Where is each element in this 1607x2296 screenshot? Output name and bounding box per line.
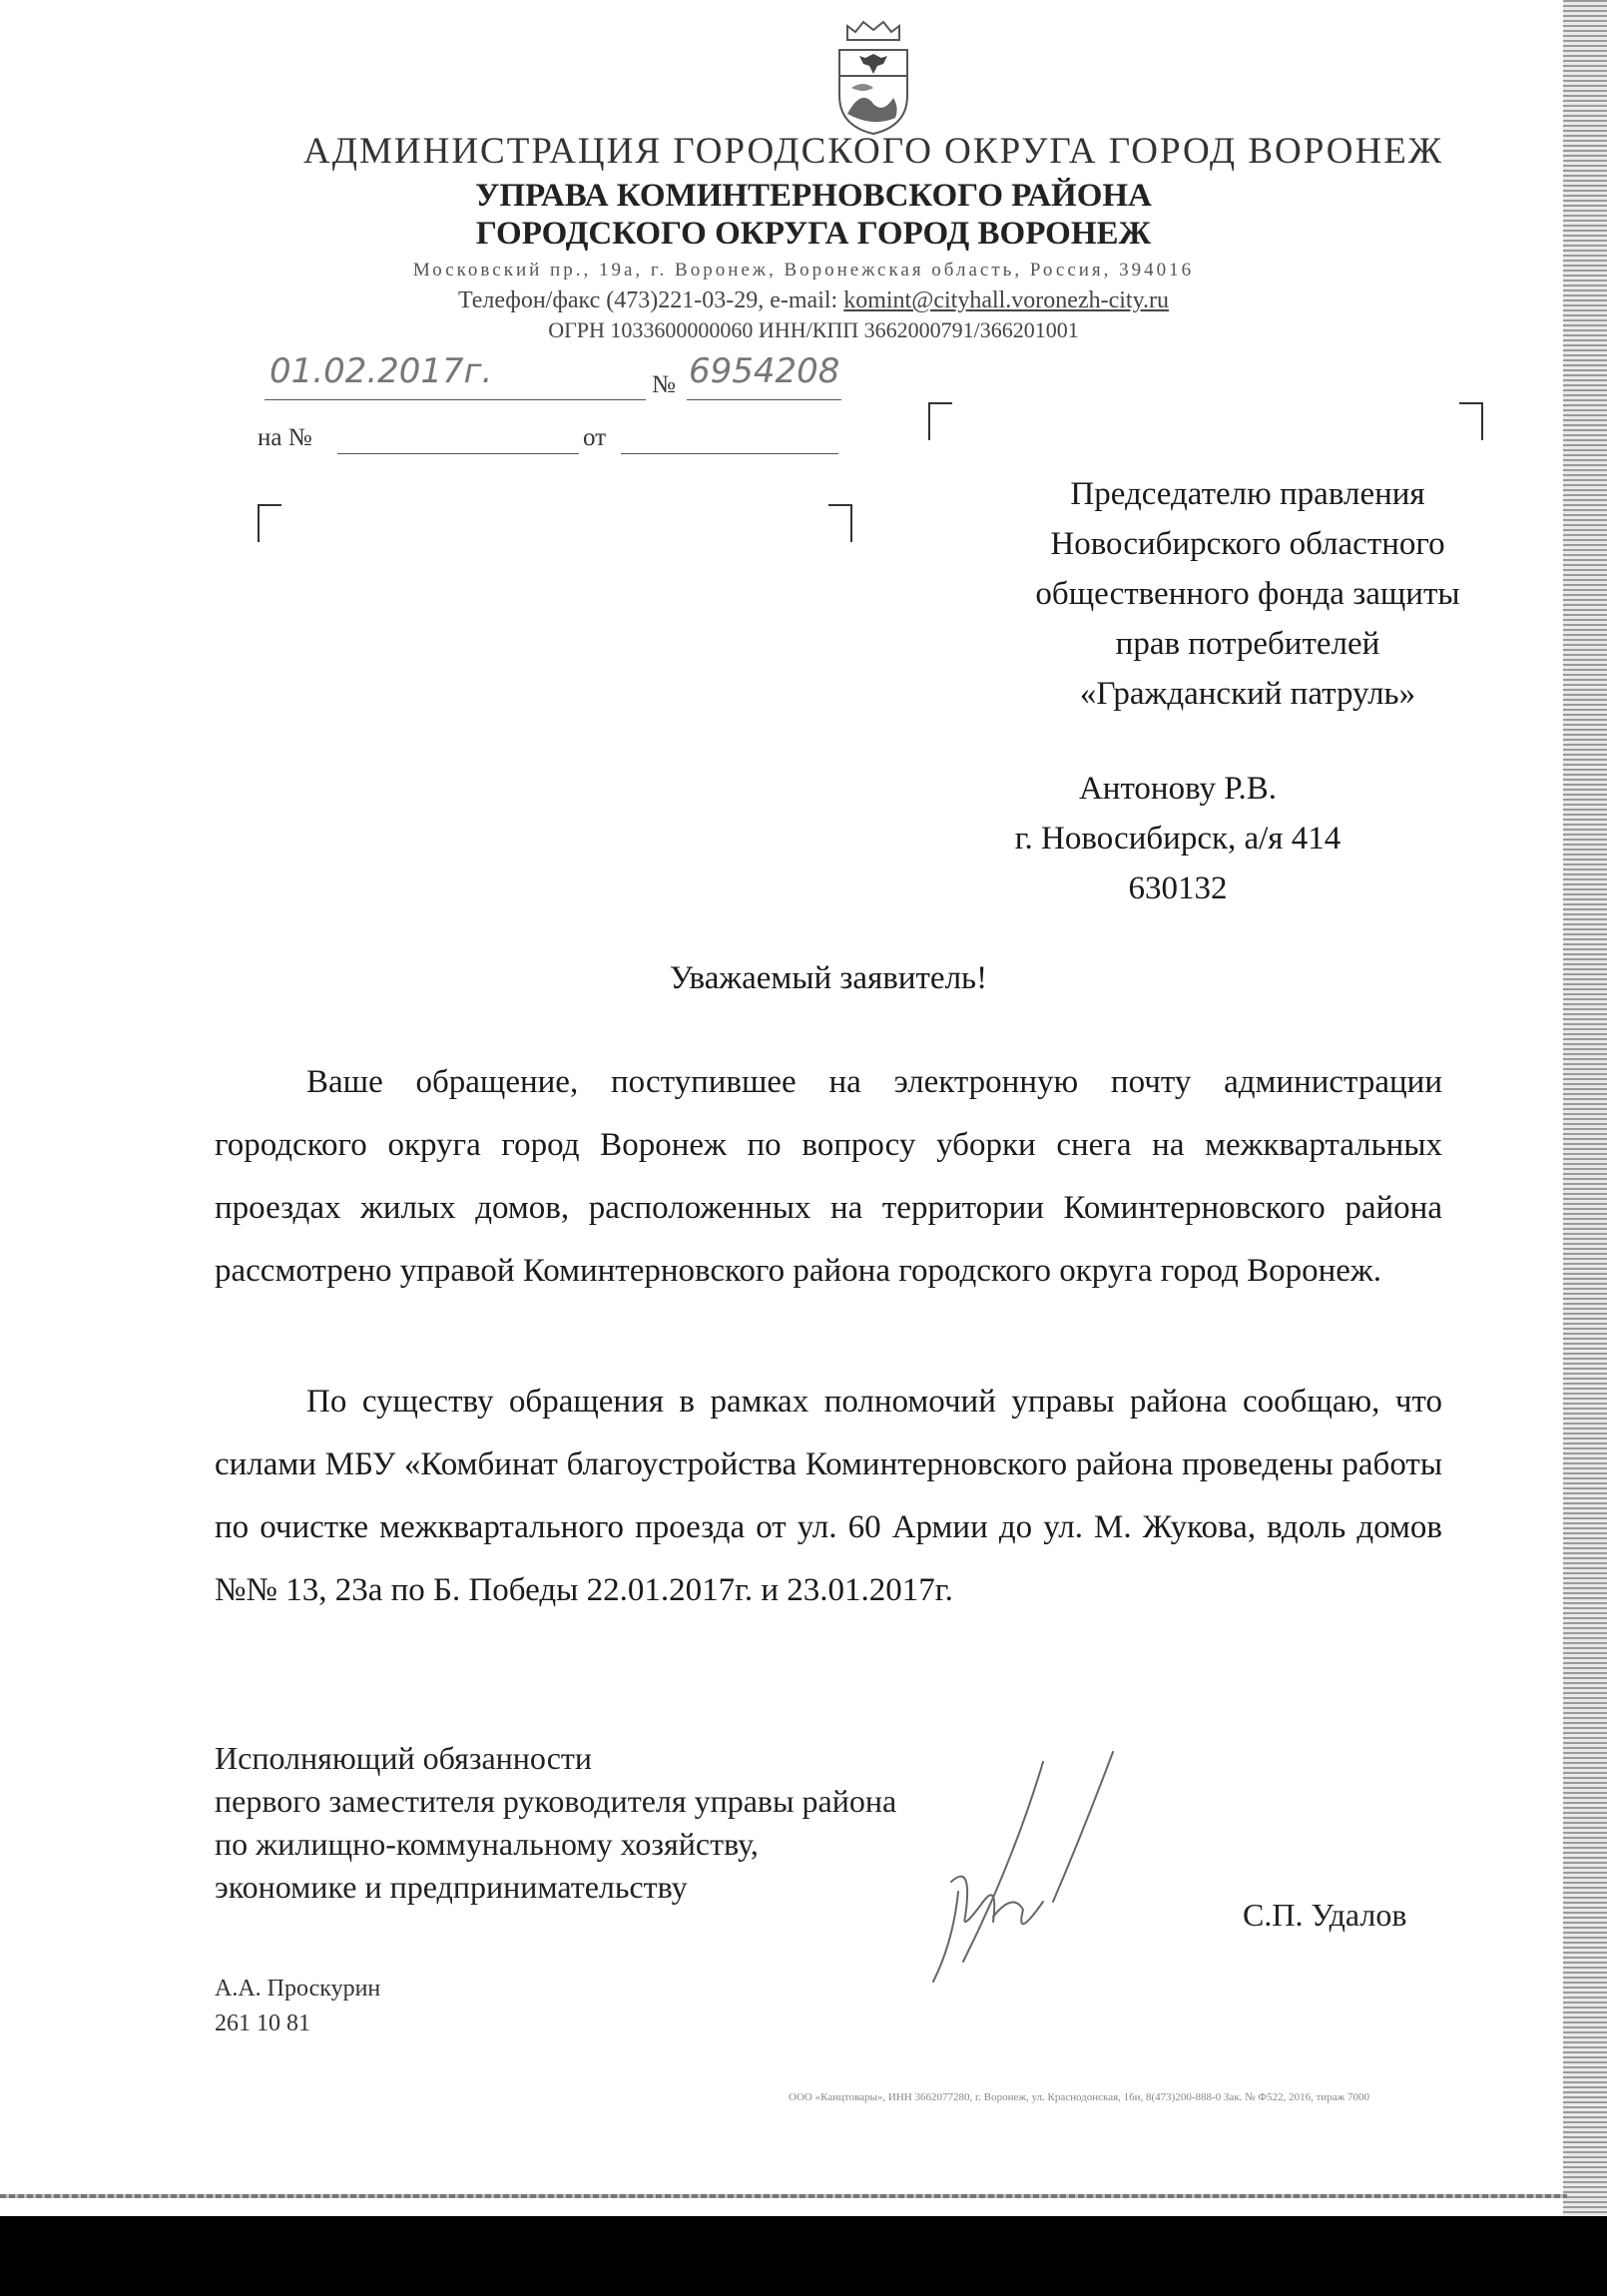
email-link[interactable]: komint@cityhall.voronezh-city.ru: [843, 287, 1170, 313]
addressee-block: [888, 469, 1607, 719]
uprava-title-line1: УПРАВА КОМИНТЕРНОВСКОГО РАЙОНА: [475, 178, 1152, 214]
handwritten-signature: [903, 1742, 1183, 2002]
scan-bottom-border: [0, 2216, 1607, 2296]
scan-bottom-line: [0, 2194, 1567, 2198]
printer-info: ООО «Канцтовары», ИНН 3662077280, г. Воронеж, ул. Краснодонская, 16и, 8(473)200-888-0 Зак. № Ф522, 2016, тираж 7000: [789, 2091, 1370, 2103]
executor-phone: 261 10 81: [215, 2010, 310, 2036]
corner-mark-right-open: [928, 402, 952, 440]
addressee-line: Новосибирского областного: [1050, 526, 1445, 562]
handwritten-number: 6954208: [689, 351, 840, 391]
signer-name: С.П. Удалов: [1243, 1897, 1407, 1933]
contact-line: [0, 287, 1607, 314]
coat-of-arms-icon: [833, 18, 913, 136]
addressee-line: Председателю правления: [1070, 476, 1425, 512]
corner-mark-right-close: [1459, 402, 1483, 440]
position-line: Исполняющий обязанности: [215, 1740, 593, 1776]
position-line: экономике и предпринимательству: [215, 1869, 688, 1905]
addressee-name: Антонову Р.В.: [1078, 771, 1278, 807]
ogrn-inn-kpp: ОГРН 1033600000060 ИНН/КПП 3662000791/366201001: [548, 317, 1079, 342]
signatory-position: [215, 1737, 896, 1909]
uprava-title-line2: ГОРОДСКОГО ОКРУГА ГОРОД ВОРОНЕЖ: [475, 216, 1152, 252]
addressee-line: «Гражданский патруль»: [1079, 676, 1416, 712]
position-line: по жилищно-коммунальному хозяйству,: [215, 1826, 759, 1862]
reference-number-line: [337, 453, 579, 454]
administration-title: АДМИНИСТРАЦИЯ ГОРОДСКОГО ОКРУГА ГОРОД ВОРОНЕЖ: [303, 131, 1443, 172]
outgoing-number-label: №: [652, 371, 676, 398]
body-paragraph-2: По существу обращения в рамках полномочий управы района сообщаю, что силами МБУ «Комбинат благоустройства Коминтерновского района проведены работы по очистке межквартального проезда от ул. 60 Армии до ул. М. Жукова, вдоль домов №№ 13, 23а по Б. Победы 22.01.2017г. и 23.01.2017г.: [215, 1384, 1442, 1608]
reference-date-line: [621, 453, 838, 454]
addressee-postcode: 630132: [1128, 870, 1228, 906]
executor-block: [215, 1972, 380, 2041]
reference-date-label: от: [583, 424, 607, 451]
greeting: Уважаемый заявитель!: [669, 960, 988, 996]
corner-mark-left-close: [828, 504, 852, 542]
position-line: первого заместителя руководителя управы района: [215, 1783, 897, 1819]
addressee-line: прав потребителей: [1115, 626, 1380, 662]
number-field-line: [687, 399, 841, 400]
corner-mark-left-open: [258, 504, 281, 542]
phone-fax: Телефон/факс (473)221-03-29, e-mail:: [457, 287, 844, 313]
addressee-address-block: [928, 764, 1427, 913]
office-address: Московский пр., 19а, г. Воронеж, Воронежская область, Россия, 394016: [412, 260, 1195, 281]
reference-number-label: на №: [258, 424, 312, 451]
addressee-line: общественного фонда защиты: [1035, 576, 1460, 612]
addressee-city: г. Новосибирск, а/я 414: [1014, 821, 1341, 857]
body-paragraph-1: Ваше обращение, поступившее на электронную почту администрации городского округа город Воронеж по вопросу уборки снега на межквартальных проездах жилых домов, расположенных на территории Коминтерновского района рассмотрено управой Коминтерновского района городского округа город Воронеж.: [215, 1064, 1442, 1289]
date-field-line: [265, 399, 646, 400]
executor-name: А.А. Проскурин: [215, 1976, 381, 2002]
handwritten-date: 01.02.2017г.: [269, 351, 493, 391]
